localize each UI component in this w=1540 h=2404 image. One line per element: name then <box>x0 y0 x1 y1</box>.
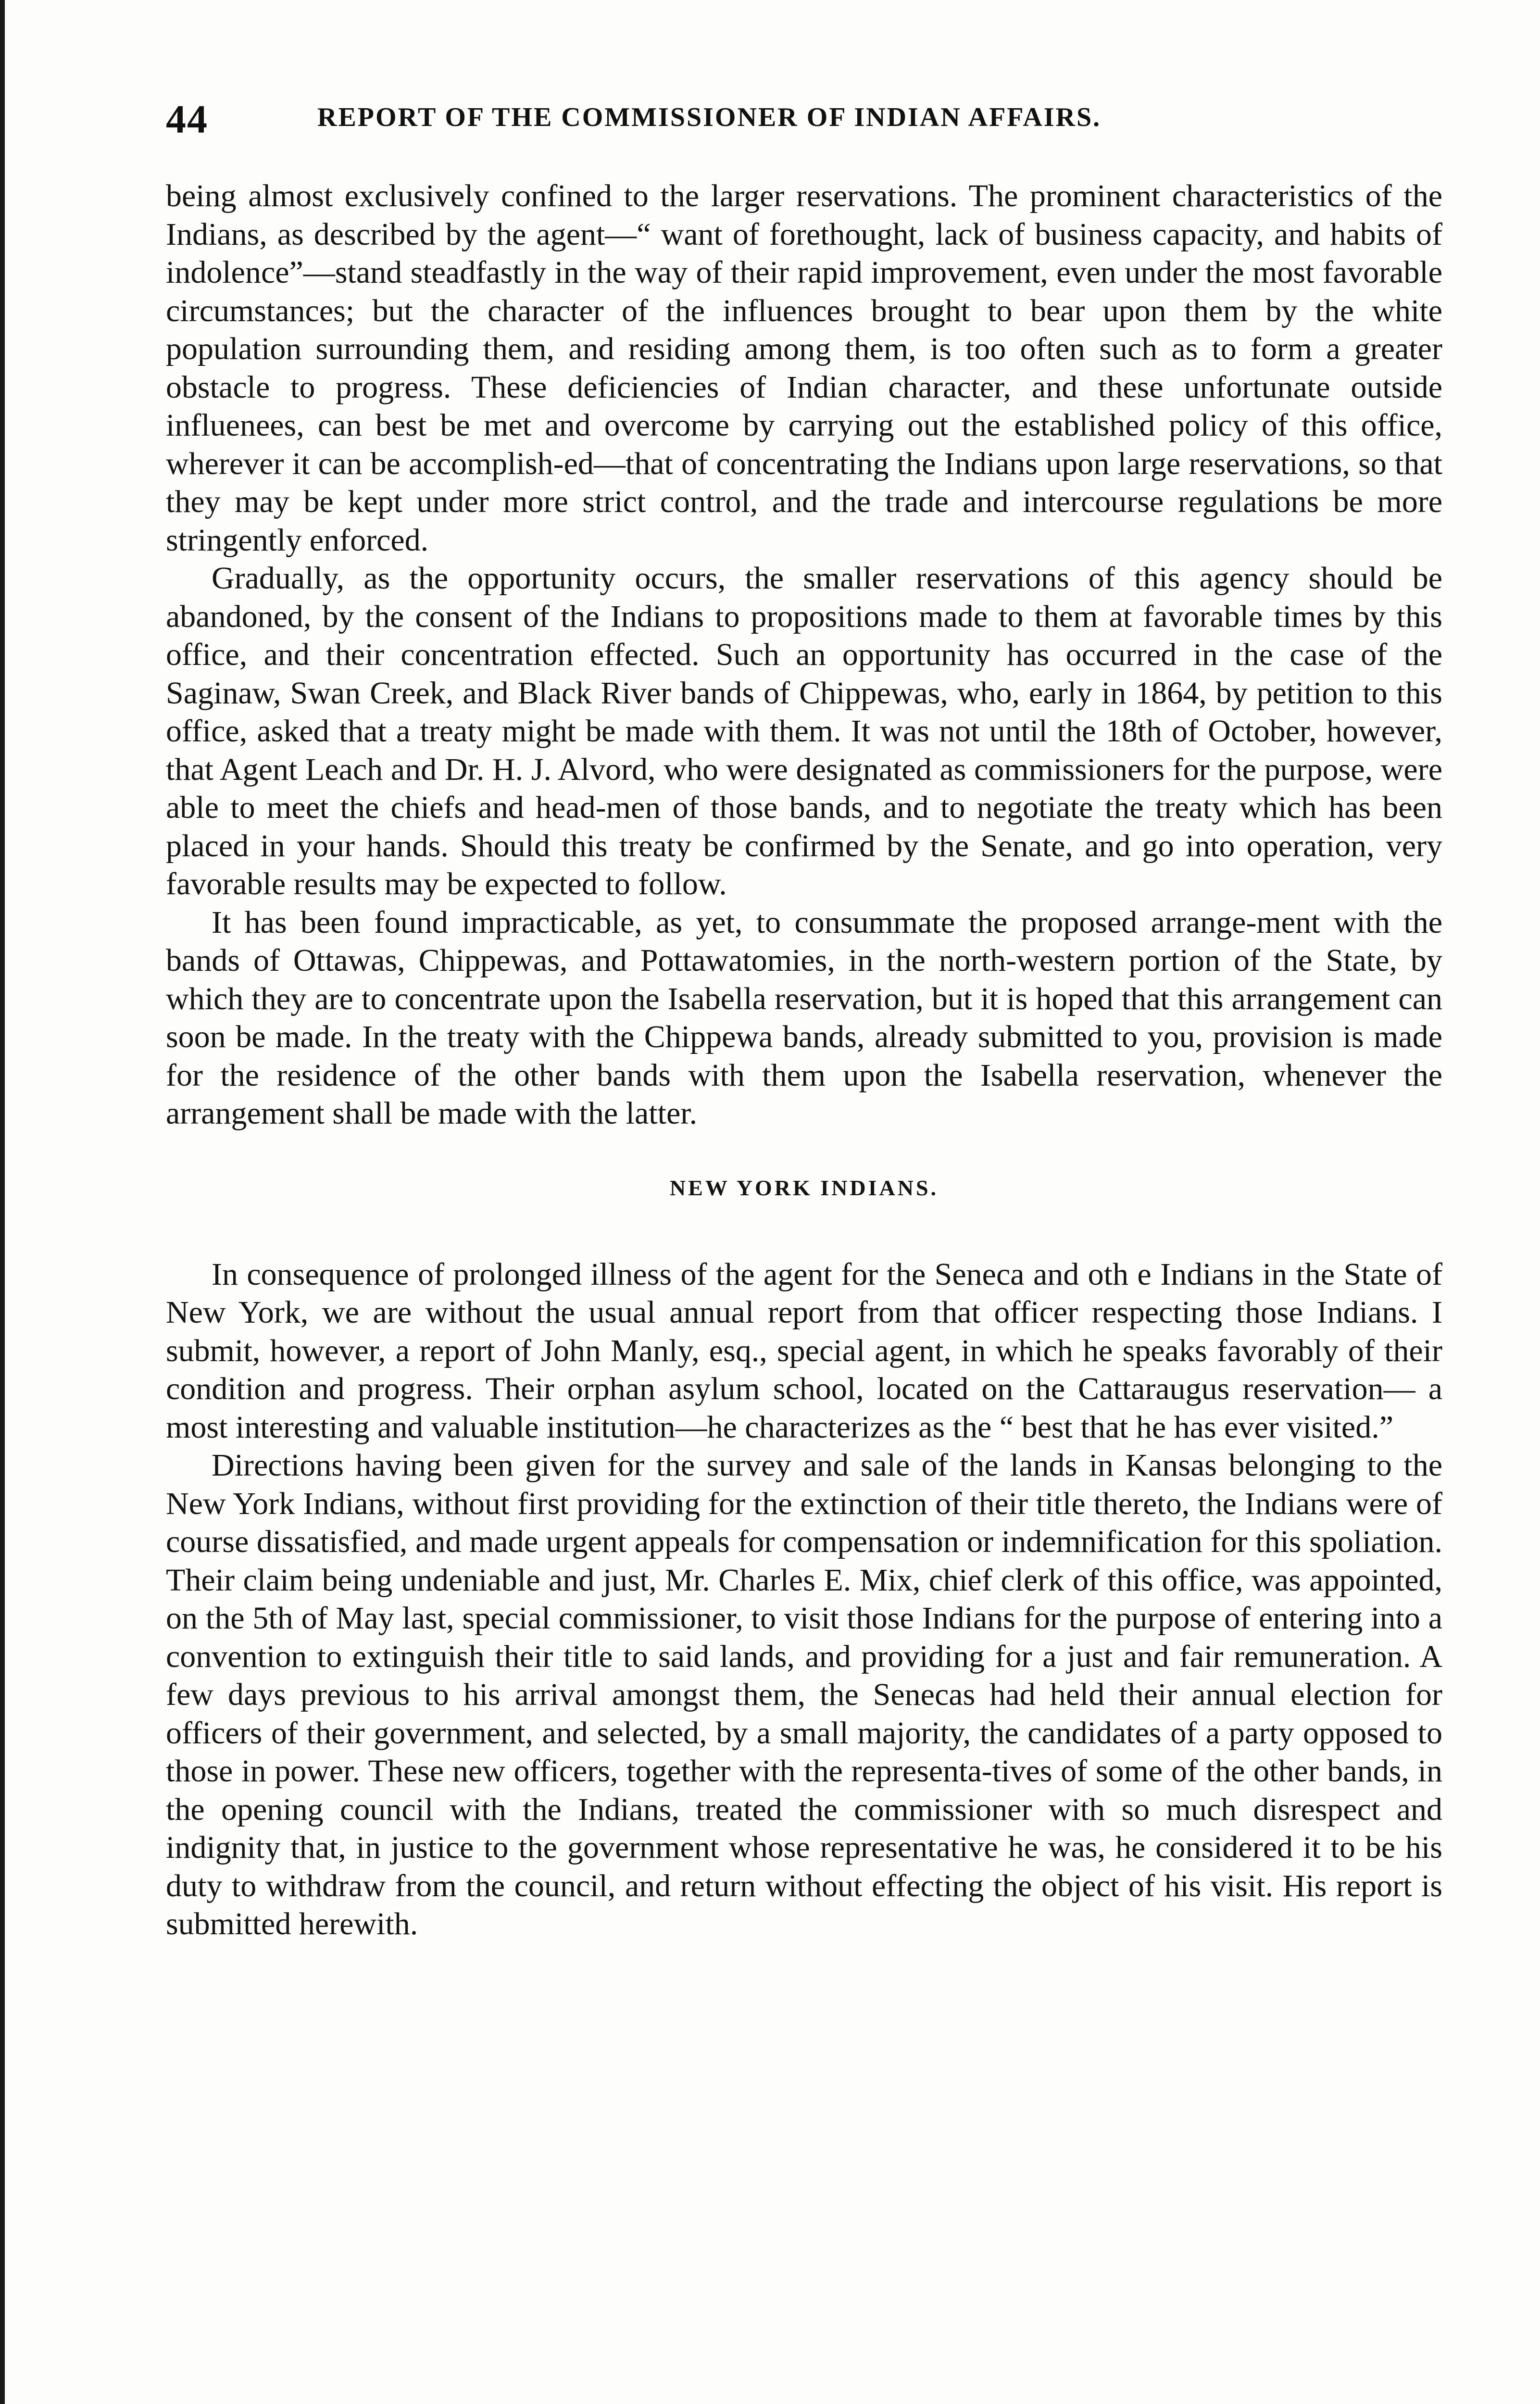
running-header <box>166 96 1445 142</box>
page-edge-left <box>0 0 5 2404</box>
section-paragraph-1: In consequence of prolonged illness of the agent for the Seneca and oth e Indians in the State of New York, we are without the usual annual report from that officer respecting those Indians. I submit, however, a report of John Manly, esq., special agent, in which he speaks favorably of their condition and progress. Their orphan asylum school, located on the Cattaraugus reservation— a most interesting and valuable institution—he characterizes as the “ best that he has ever visited.” <box>166 1256 1442 1445</box>
section-paragraph-2: Directions having been given for the survey and sale of the lands in Kansas belonging to the New York Indians, without first providing for the extinction of their title thereto, the Indians were of course dissatisfied, and made urgent appeals for compensation or indemnification for this spoliation. Their claim being undeniable and just, Mr. Charles E. Mix, chief clerk of this office, was appointed, on the 5th of May last, special commissioner, to visit those Indians for the purpose of entering into a convention to extinguish their title to said lands, and providing for a just and fair remuneration. A few days previous to his arrival amongst them, the Senecas had held their annual election for officers of their government, and selected, by a small majority, the candidates of a party opposed to those in power. These new officers, together with the representa-tives of some of the other bands, in the opening council with the Indians, treated the commissioner with so much disrespect and indignity that, in justice to the government whose representative he was, he considered it to be his duty to withdraw from the council, and return without effecting the object of his visit. His report is submitted herewith. <box>166 1448 1442 1941</box>
paragraph-2: Gradually, as the opportunity occurs, the smaller reservations of this agency should be abandoned, by the consent of the Indians to propositions made to them at favorable times by this office, and their concentration effected. Such an opportunity has occurred in the case of the Saginaw, Swan Creek, and Black River bands of Chippewas, who, early in 1864, by petition to this office, asked that a treaty might be made with them. It was not until the 18th of October, however, that Agent Leach and Dr. H. J. Alvord, who were designated as commissioners for the purpose, were able to meet the chiefs and head-men of those bands, and to negotiate the treaty which has been placed in your hands. Should this treaty be confirmed by the Senate, and go into operation, very favorable results may be expected to follow. <box>166 561 1442 902</box>
page-number: 44 <box>166 97 208 142</box>
paragraph-3: It has been found impracticable, as yet, to consummate the proposed arrange-ment with the bands of Ottawas, Chippewas, and Pottawatomies, in the north-western portion of the State, by which they are to concentrate upon the Isabella reservation, but it is hoped that this arrangement can soon be made. In the treaty with the Chippewa bands, already submitted to you, provision is made for the residence of the other bands with them upon the Isabella reservation, whenever the arrangement shall be made with the latter. <box>166 904 1442 1131</box>
running-title: REPORT OF THE COMMISSIONER OF INDIAN AFFAIRS. <box>317 102 1102 132</box>
section-heading: NEW YORK INDIANS. <box>669 1175 939 1200</box>
body-text <box>166 177 1442 1943</box>
paragraph-1: being almost exclusively confined to the larger reservations. The prominent characteristics of the Indians, as described by the agent—“ want of forethought, lack of business capacity, and habits of indolence”—stand steadfastly in the way of their rapid improvement, even under the most favorable circumstances; but the character of the influences brought to bear upon them by the white population surrounding them, and residing among them, is too often such as to form a greater obstacle to progress. These deficiencies of Indian character, and these unfortunate outside influenees, can best be met and overcome by carrying out the established policy of this office, wherever it can be accomplish-ed—that of concentrating the Indians upon large reservations, so that they may be kept under more strict control, and the trade and intercourse regulations be more stringently enforced. <box>166 178 1442 558</box>
